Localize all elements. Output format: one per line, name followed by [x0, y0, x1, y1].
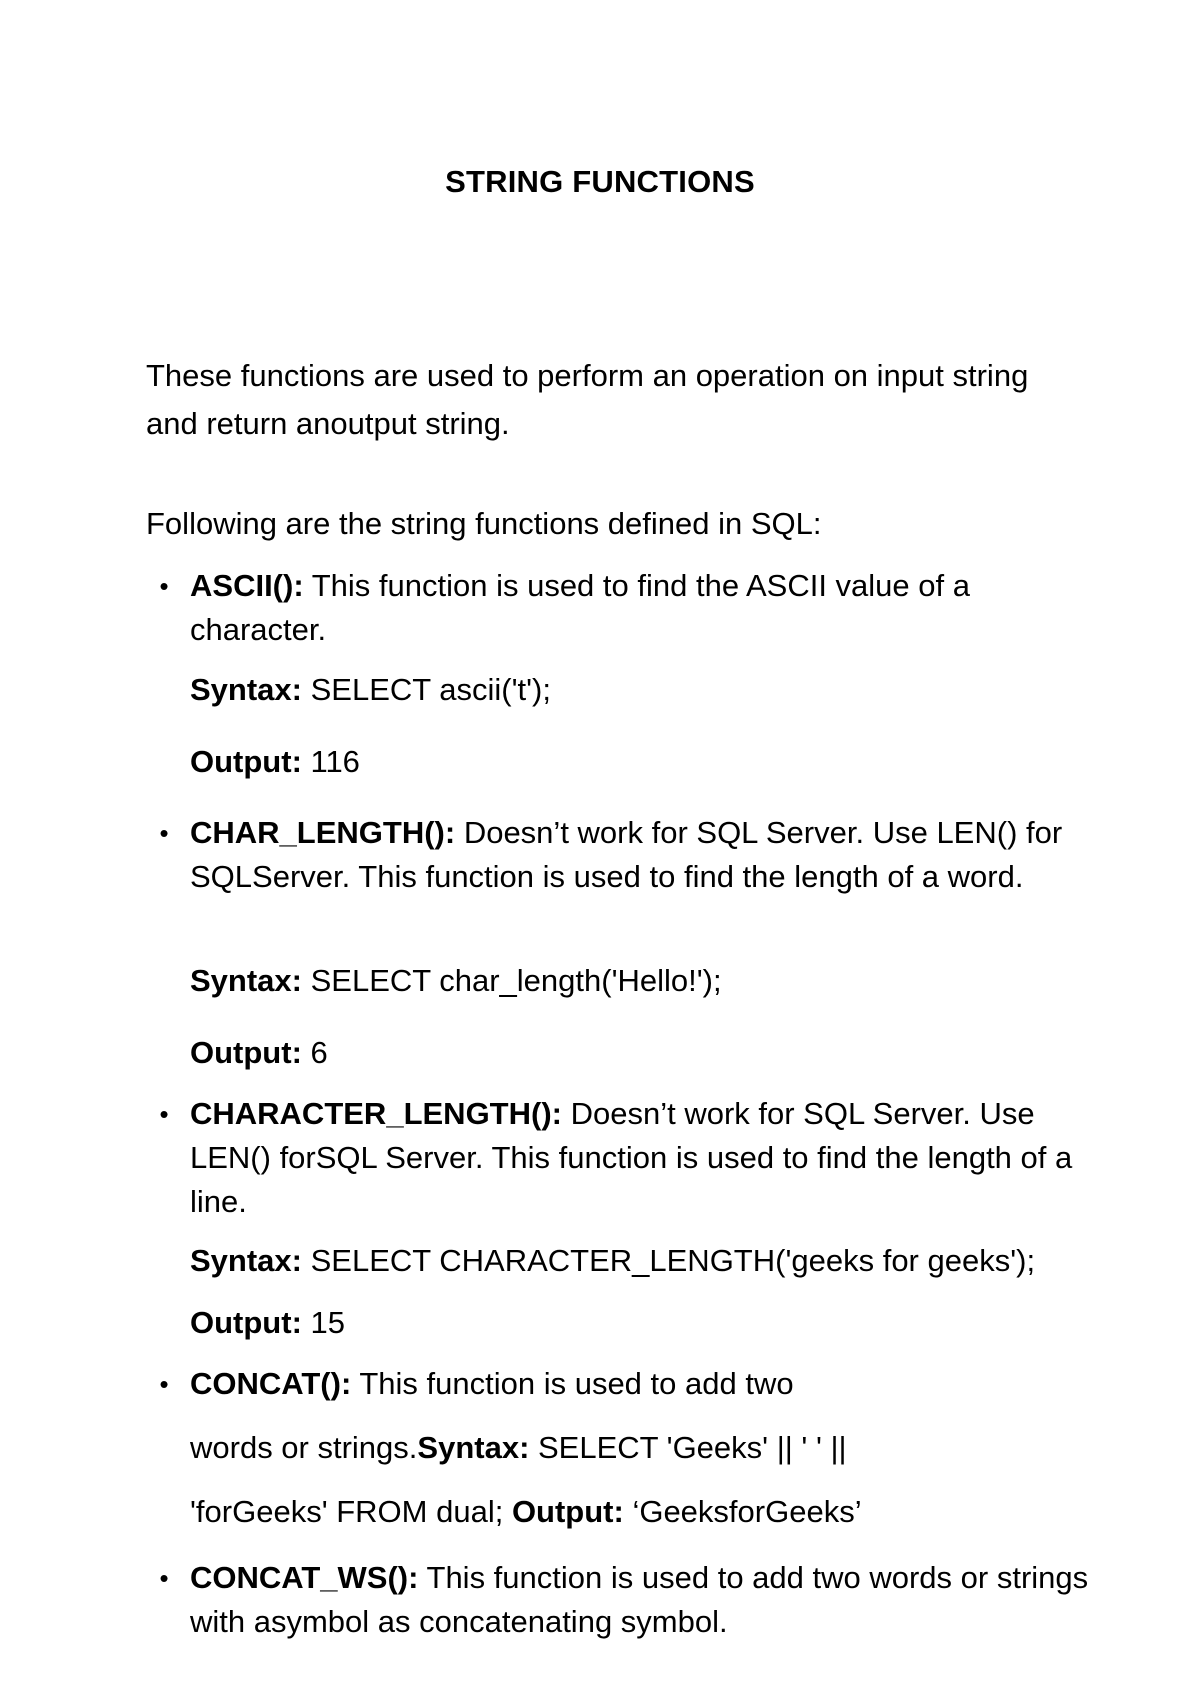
syntax-label: Syntax:	[190, 672, 302, 707]
output-line	[190, 740, 360, 784]
output-text: 15	[301, 1305, 345, 1340]
bullet-icon: •	[159, 1099, 169, 1129]
function-name: ASCII():	[190, 568, 304, 603]
output-text: ‘GeeksforGeeks’	[623, 1494, 862, 1529]
bullet-icon: •	[159, 818, 169, 848]
output-line	[190, 1031, 328, 1075]
list-item-ascii	[159, 564, 1090, 652]
page-title: STRING FUNCTIONS	[445, 164, 755, 199]
function-description-text: Doesn’t work for SQL Server. Use LEN() for SQLServer. This function is used to find the length of a word.	[190, 815, 1063, 894]
syntax-label: Syntax:	[417, 1430, 530, 1465]
syntax-line	[190, 1239, 1035, 1283]
list-item-character-length	[159, 1092, 1090, 1224]
function-description	[190, 564, 1090, 652]
bullet-icon: •	[159, 571, 169, 601]
function-description	[190, 1556, 1090, 1644]
syntax-text: SELECT CHARACTER_LENGTH('geeks for geeks');	[301, 1243, 1036, 1278]
function-description-text: This function is used to add two words or strings with asymbol as concatenating symbol.	[190, 1560, 1089, 1639]
list-item-char-length	[159, 811, 1090, 899]
output-text: 6	[301, 1035, 328, 1070]
continuation-text: 'forGeeks' FROM dual;	[190, 1494, 512, 1529]
bullet-icon: •	[159, 1563, 169, 1593]
syntax-line	[190, 668, 551, 712]
syntax-text: SELECT char_length('Hello!');	[301, 963, 722, 998]
output-label: Output:	[190, 1305, 302, 1340]
output-label: Output:	[511, 1494, 624, 1529]
function-description	[190, 1092, 1090, 1224]
function-description-text: This function is used to add two	[351, 1366, 794, 1401]
intro-paragraph: These functions are used to perform an operation on input string and return anoutput string.	[146, 358, 1029, 441]
function-name: CONCAT_WS():	[190, 1560, 419, 1595]
output-label: Output:	[190, 1035, 302, 1070]
function-name: CHAR_LENGTH():	[190, 815, 456, 850]
function-description	[190, 811, 1090, 899]
function-description-text: Doesn’t work for SQL Server. Use LEN() forSQL Server. This function is used to find the length of a line.	[190, 1096, 1073, 1219]
output-line	[190, 1490, 862, 1534]
output-line	[190, 1301, 345, 1345]
function-name: CHARACTER_LENGTH():	[190, 1096, 562, 1131]
function-description	[190, 1362, 1090, 1406]
lead-paragraph: Following are the string functions defined in SQL:	[146, 506, 822, 541]
syntax-label: Syntax:	[190, 1243, 302, 1278]
list-item-concat-ws	[159, 1556, 1090, 1644]
syntax-label: Syntax:	[190, 963, 302, 998]
output-text: 116	[301, 744, 360, 779]
function-name: CONCAT():	[190, 1366, 352, 1401]
function-description-text: This function is used to find the ASCII value of a character.	[190, 568, 970, 647]
syntax-text: SELECT ascii('t');	[301, 672, 551, 707]
syntax-text: SELECT 'Geeks' || ' ' ||	[529, 1430, 847, 1465]
syntax-line	[190, 959, 722, 1003]
syntax-line	[190, 1426, 847, 1470]
list-item-concat	[159, 1362, 1090, 1406]
output-label: Output:	[190, 744, 302, 779]
bullet-icon: •	[159, 1369, 169, 1399]
continuation-text: words or strings.	[190, 1430, 418, 1465]
